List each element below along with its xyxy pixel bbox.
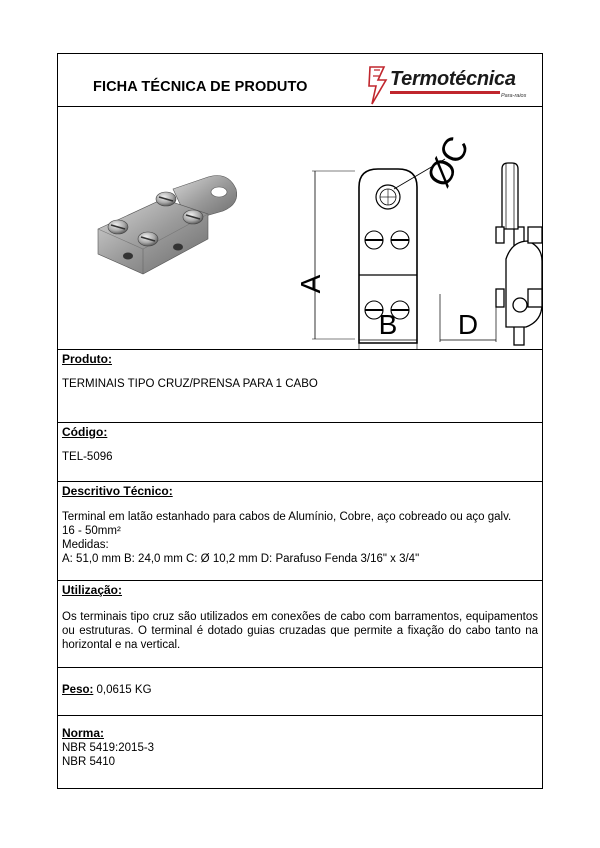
- divider-norma: [58, 715, 542, 716]
- produto-label: Produto:: [62, 352, 112, 366]
- divider-utilizacao: [58, 580, 542, 581]
- produto-value: TERMINAIS TIPO CRUZ/PRENSA PARA 1 CABO: [62, 378, 318, 390]
- page-title: FICHA TÉCNICA DE PRODUTO: [93, 79, 308, 95]
- peso-label: Peso:: [62, 684, 94, 696]
- brand-underline: [390, 91, 500, 94]
- peso-row: [62, 683, 152, 697]
- codigo-value: TEL-5096: [62, 451, 113, 463]
- descritivo-line3: Medidas:: [62, 539, 109, 551]
- norma-item-2: NBR 5410: [62, 756, 116, 768]
- descritivo-label: Descritivo Técnico:: [62, 484, 173, 498]
- divider-codigo: [58, 422, 542, 423]
- descritivo-line1: Terminal em latão estanhado para cabos de Alumínio, Cobre, aço cobreado ou aço galv.: [62, 511, 512, 523]
- codigo-label: Código:: [62, 425, 108, 439]
- norma-item-1: NBR 5419:2015-3: [62, 742, 155, 754]
- label-d: D: [457, 309, 479, 340]
- label-a: A: [295, 274, 326, 294]
- header-divider: [58, 106, 542, 107]
- norma-label: Norma:: [62, 726, 105, 740]
- product-photo: [88, 159, 248, 289]
- label-b: B: [378, 309, 398, 340]
- divider-descritivo: [58, 481, 542, 482]
- label-c: ØC: [419, 130, 478, 194]
- brand-name: Termotécnica: [390, 68, 516, 90]
- brand-logo: [366, 64, 536, 106]
- lightning-logo-icon: [366, 64, 390, 106]
- brand-subtitle: Para-raios: [501, 93, 527, 99]
- divider-peso: [58, 667, 542, 668]
- spec-sheet: [57, 53, 543, 789]
- divider-produto: [58, 349, 542, 350]
- utilizacao-value: Os terminais tipo cruz são utilizados em conexões de cabo com barramentos, equipamentos ou estruturas. O terminal é dotado guias cruzadas que permite a fixação do cabo tanto na horizontal e na vertical.: [62, 611, 538, 651]
- dimension-labels: [280, 294, 542, 350]
- descritivo-line2: 16 - 50mm²: [62, 525, 121, 537]
- utilizacao-label: Utilização:: [62, 583, 123, 597]
- peso-value: 0,0615 KG: [96, 684, 152, 696]
- descritivo-line4: A: 51,0 mm B: 24,0 mm C: Ø 10,2 mm D: Parafuso Fenda 3/16" x 3/4": [62, 553, 420, 565]
